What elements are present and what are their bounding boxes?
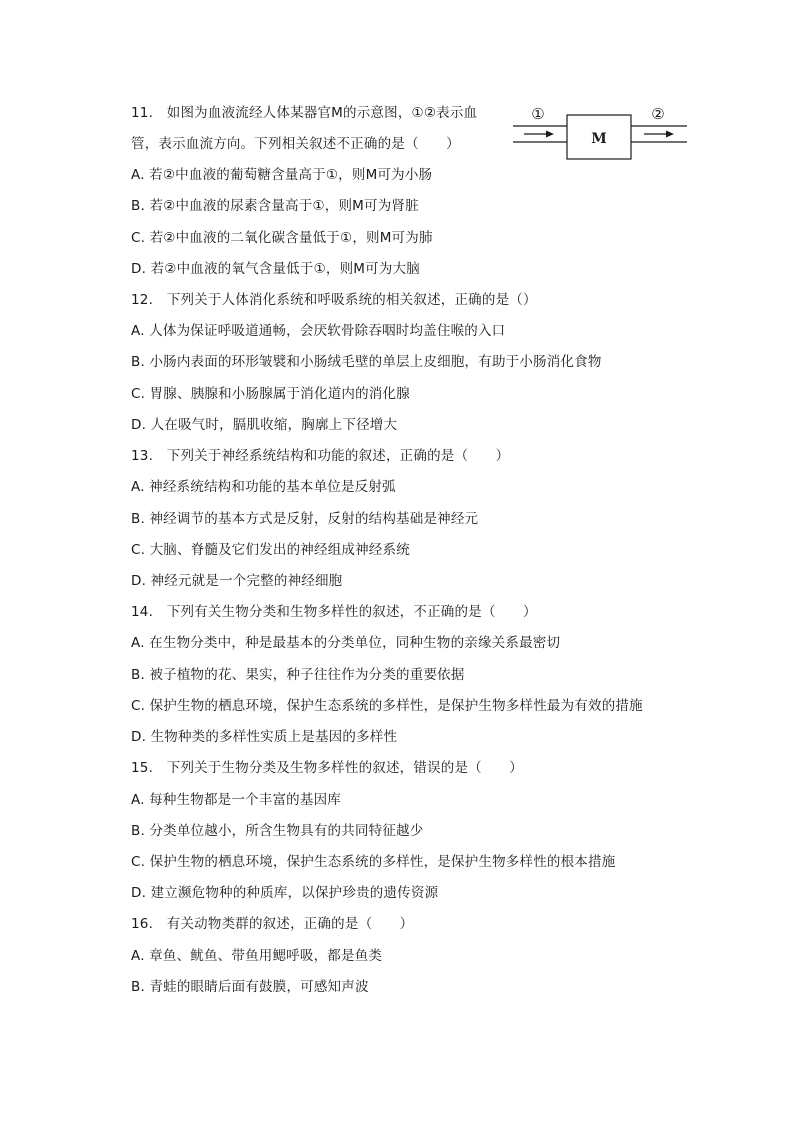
outlet-label: ②	[651, 105, 665, 123]
q12-option-d: D. 人在吸气时，膈肌收缩，胸廓上下径增大	[131, 417, 398, 433]
blood-flow-diagram-svg	[510, 102, 690, 162]
q15-option-d: D. 建立濒危物种的种质库，以保护珍贵的遗传资源	[131, 885, 439, 901]
q14-option-d: D. 生物种类的多样性实质上是基因的多样性	[131, 729, 398, 745]
q14-stem: 14. 下列有关生物分类和生物多样性的叙述，不正确的是（ ）	[131, 604, 537, 620]
q12-option-c: C. 胃腺、胰腺和小肠腺属于消化道内的消化腺	[131, 386, 410, 402]
q12-option-b: B. 小肠内表面的环形皱襞和小肠绒毛壁的单层上皮细胞，有助于小肠消化食物	[131, 354, 602, 370]
q12-option-a: A. 人体为保证呼吸道通畅，会厌软骨除吞咽时均盖住喉的入口	[131, 323, 506, 339]
q14-option-b: B. 被子植物的花、果实，种子往往作为分类的重要依据	[131, 667, 465, 683]
q13-stem: 13. 下列关于神经系统结构和功能的叙述，正确的是（ ）	[131, 448, 510, 464]
q15-option-a: A. 每种生物都是一个丰富的基因库	[131, 792, 341, 808]
q13-option-c: C. 大脑、脊髓及它们发出的神经组成神经系统	[131, 542, 410, 558]
q13-option-b: B. 神经调节的基本方式是反射，反射的结构基础是神经元	[131, 511, 479, 527]
q12-stem: 12. 下列关于人体消化系统和呼吸系统的相关叙述，正确的是（）	[131, 292, 537, 308]
q15-option-b: B. 分类单位越小，所含生物具有的共同特征越少	[131, 823, 424, 839]
q16-option-a: A. 章鱼、鱿鱼、带鱼用鳃呼吸，都是鱼类	[131, 948, 383, 964]
q14-option-c: C. 保护生物的栖息环境，保护生态系统的多样性，是保护生物多样性最为有效的措施	[131, 698, 643, 714]
q16-stem: 16. 有关动物类群的叙述，正确的是（ ）	[131, 916, 414, 932]
inlet-arrow-head	[546, 131, 554, 138]
q11-stem-line-2: 管，表示血流方向。下列相关叙述不正确的是（ ）	[131, 136, 460, 152]
inlet-label: ①	[531, 105, 545, 123]
q15-stem: 15. 下列关于生物分类及生物多样性的叙述，错误的是（ ）	[131, 760, 523, 776]
blood-flow-diagram	[510, 102, 690, 162]
organ-m-label: M	[591, 131, 607, 147]
q15-option-c: C. 保护生物的栖息环境，保护生态系统的多样性，是保护生物多样性的根本措施	[131, 854, 616, 870]
q14-option-a: A. 在生物分类中，种是最基本的分类单位，同种生物的亲缘关系最密切	[131, 635, 561, 651]
q11-option-a: A. 若②中血液的葡萄糖含量高于①，则M可为小肠	[131, 167, 433, 183]
q13-option-d: D. 神经元就是一个完整的神经细胞	[131, 573, 343, 589]
q16-option-b: B. 青蛙的眼睛后面有鼓膜，可感知声波	[131, 979, 369, 995]
q11-stem-line-1: 11. 如图为血液流经人体某器官M的示意图，①②表示血	[131, 105, 478, 121]
outlet-arrow-head	[666, 131, 674, 138]
q13-option-a: A. 神经系统结构和功能的基本单位是反射弧	[131, 479, 396, 495]
q11-option-b: B. 若②中血液的尿素含量高于①，则M可为肾脏	[131, 198, 419, 214]
q11-option-c: C. 若②中血液的二氧化碳含量低于①，则M可为肺	[131, 230, 433, 246]
q11-option-d: D. 若②中血液的氧气含量低于①，则M可为大脑	[131, 261, 420, 277]
